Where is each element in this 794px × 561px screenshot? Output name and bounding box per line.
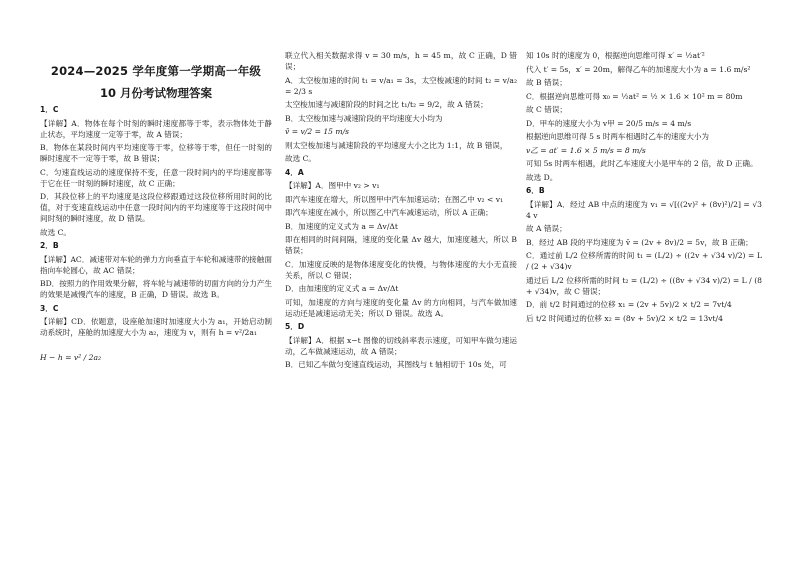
exam-subtitle: 10 月份考试物理答案 — [99, 86, 212, 100]
c2-line-5: 则太空梭加速与减速阶段的平均速度大小之比为 1:1，故 B 错误， — [285, 140, 508, 150]
q5-line-1: 【详解】A．根据 x−t 图像的切线斜率表示速度，可知甲车做匀速运动，乙车做减速运动，故 A 错误； — [285, 335, 517, 356]
c3-line-4: C．根据逆向思维可得 x₀ = ½at² = ½ × 1.6 × 10² m = 80m — [526, 91, 743, 101]
c2-line-4: B．太空梭加速与减速阶段的平均速度大小均为 — [285, 113, 443, 123]
q4-line-2: 即汽车速度在增大，所以图甲中汽车加速运动；在图乙中 v₂ < v₁ — [285, 194, 504, 204]
q6-line-5: 通过后 L/2 位移所需的时间 t₂ = (L/2) ÷ ((8v + √34 v)/2) = L / (8 + √34)v，故 C 错误； — [526, 275, 762, 296]
q4-line-1: 【详解】A．图甲中 v₂ > v₁ — [285, 181, 380, 190]
q4-line-3: 即汽车速度在减小，所以图乙中汽车减速运动，所以 A 正确； — [285, 208, 493, 217]
q5-line-2: B．已知乙车做匀变速直线运动，其图线与 t 轴相切于 10s 处，可 — [285, 360, 507, 369]
q1-analysis-d: D．其段位移上的平均速度是这段位移跟通过这段位移所用时间的比值，对于变速直线运动中任意一段时间内的平均速度等于这段时间中间时刻的瞬时速度，故 D 错误。 — [40, 192, 272, 223]
question-6-number: 6．B — [526, 186, 545, 195]
c3-line-2: 代入 t′ = 5s，x′ = 20m，解得乙车的加速度大小为 a = 1.6 m/s² — [526, 64, 751, 74]
c2-formula: v̄ = v/2 = 15 m/s — [285, 127, 350, 136]
q2-analysis-bd: BD．按照力的作用效果分解，将车轮与减速带的切面方向的分力产生的效果是减慢汽车的速度，B 正确，D 错误。故选 B。 — [40, 279, 272, 299]
c3-line-8: 可知 5s 时两车相遇，此时乙车速度大小是甲车的 2 倍，故 D 正确。 — [526, 159, 758, 168]
q4-line-8: 可知，加速度的方向与速度的变化量 Δv 的方向相同，与汽车做加速运动还是减速运动无关；所以 D 错误。故选 A。 — [285, 297, 517, 318]
c2-line-2: A．太空梭加速的时间 t₁ = v/a₁ = 3s，太空梭减速的时间 t₂ = v/a₂ = 2/3 s — [285, 75, 517, 96]
question-3-number: 3．C — [40, 303, 59, 313]
c2-line-3: 太空梭加速与减速阶段的时间之比 t₁/t₂ = 9/2，故 A 错误； — [285, 100, 488, 109]
c3-line-6: D．甲车的速度大小为 v甲 = 20/5 m/s = 4 m/s — [526, 118, 692, 128]
q6-line-3: B．经过 AB 段的平均速度为 v̄ = (2v + 8v)/2 = 5v，故 B 正确； — [526, 237, 753, 247]
question-5-number: 5．D — [285, 322, 305, 331]
c3-line-3: 故 B 错误； — [526, 78, 567, 87]
c3-line-7: 根据逆向思维可得 5 s 时两车相遇时乙车的速度大小为 — [526, 132, 710, 141]
q6-line-6: D．前 t/2 时间通过的位移 x₁ = (2v + 5v)/2 × t/2 = 7vt/4 — [526, 300, 732, 309]
c3-line-5: 故 C 错误； — [526, 105, 568, 114]
column-middle — [285, 50, 517, 373]
column-left — [40, 104, 272, 366]
q6-line-4: C．通过前 L/2 位移所需的时间 t₁ = (L/2) ÷ ((2v + √34 v)/2) = L / (2 + √34)v — [526, 251, 762, 271]
c3-line-1: 知 10s 时的速度为 0，根据逆向思维可得 x′ = ½at′² — [526, 51, 705, 60]
q4-line-7: D．由加速度的定义式 a = Δv/Δt — [285, 284, 399, 293]
q6-line-1: 【详解】A．经过 AB 中点的速度为 v₁ = √[((2v)² + (8v)²)/2] = √34 v — [526, 199, 762, 220]
column-right — [526, 50, 762, 326]
question-2-number: 2．B — [40, 241, 59, 250]
c3-line-9: 故选 D。 — [526, 172, 558, 182]
question-1-number: 1．C — [40, 105, 59, 114]
q3-analysis-cd: 【详解】CD．依题意，设座舱加速时加速度大小为 a₁，开始启动制动系统时，座舱的加速度大小为 a₂，速度为 v，则有 h = v²/2a₁ — [40, 317, 272, 337]
c3-formula: v乙 = at′ = 1.6 × 5 m/s = 8 m/s — [526, 145, 646, 155]
q3-formula: H − h = v² / 2a₂ — [40, 353, 102, 362]
q1-analysis-a: 【详解】A．物体在每个时刻的瞬时速度都等于零，表示物体处于静止状态，平均速度一定等于零，故 A 错误； — [40, 118, 272, 139]
q4-line-4: B．加速度的定义式为 a = Δv/Δt — [285, 221, 398, 231]
c2-line-6: 故选 C。 — [285, 154, 317, 163]
q1-analysis-c: C．匀速直线运动的速度保持不变，任意一段时间内的平均速度都等于它在任一时刻的瞬时速度，故 C 正确； — [40, 167, 272, 188]
c2-line-1: 联立代入相关数据求得 v = 30 m/s，h = 45 m，故 C 正确，D 错误； — [285, 51, 517, 71]
exam-title: 2024—2025 学年度第一学期高一年级 — [50, 64, 262, 78]
q4-line-6: C．加速度反映的是物体速度变化的快慢，与物体速度的大小无直接关系，所以 C 错误； — [285, 259, 517, 280]
q4-line-5: 即在相同的时间间隔，速度的变化量 Δv 越大，加速度越大，所以 B 错误； — [285, 235, 517, 255]
question-4-number: 4．A — [285, 167, 304, 177]
q1-answer: 故选 C。 — [40, 227, 72, 237]
q2-analysis-ac: 【详解】AC．减速带对车轮的弹力方向垂直于车轮和减速带的接触面指向车轮圆心，故 AC 错误； — [40, 254, 272, 275]
q6-line-7: 后 t/2 时间通过的位移 x₂ = (8v + 5v)/2 × t/2 = 13vt/4 — [526, 313, 723, 323]
q6-line-2: 故 A 错误； — [526, 224, 567, 233]
q1-analysis-b: B．物体在某段时间内平均速度等于零，位移等于零，但任一时刻的瞬时速度不一定等于零，故 B 错误； — [40, 143, 272, 163]
